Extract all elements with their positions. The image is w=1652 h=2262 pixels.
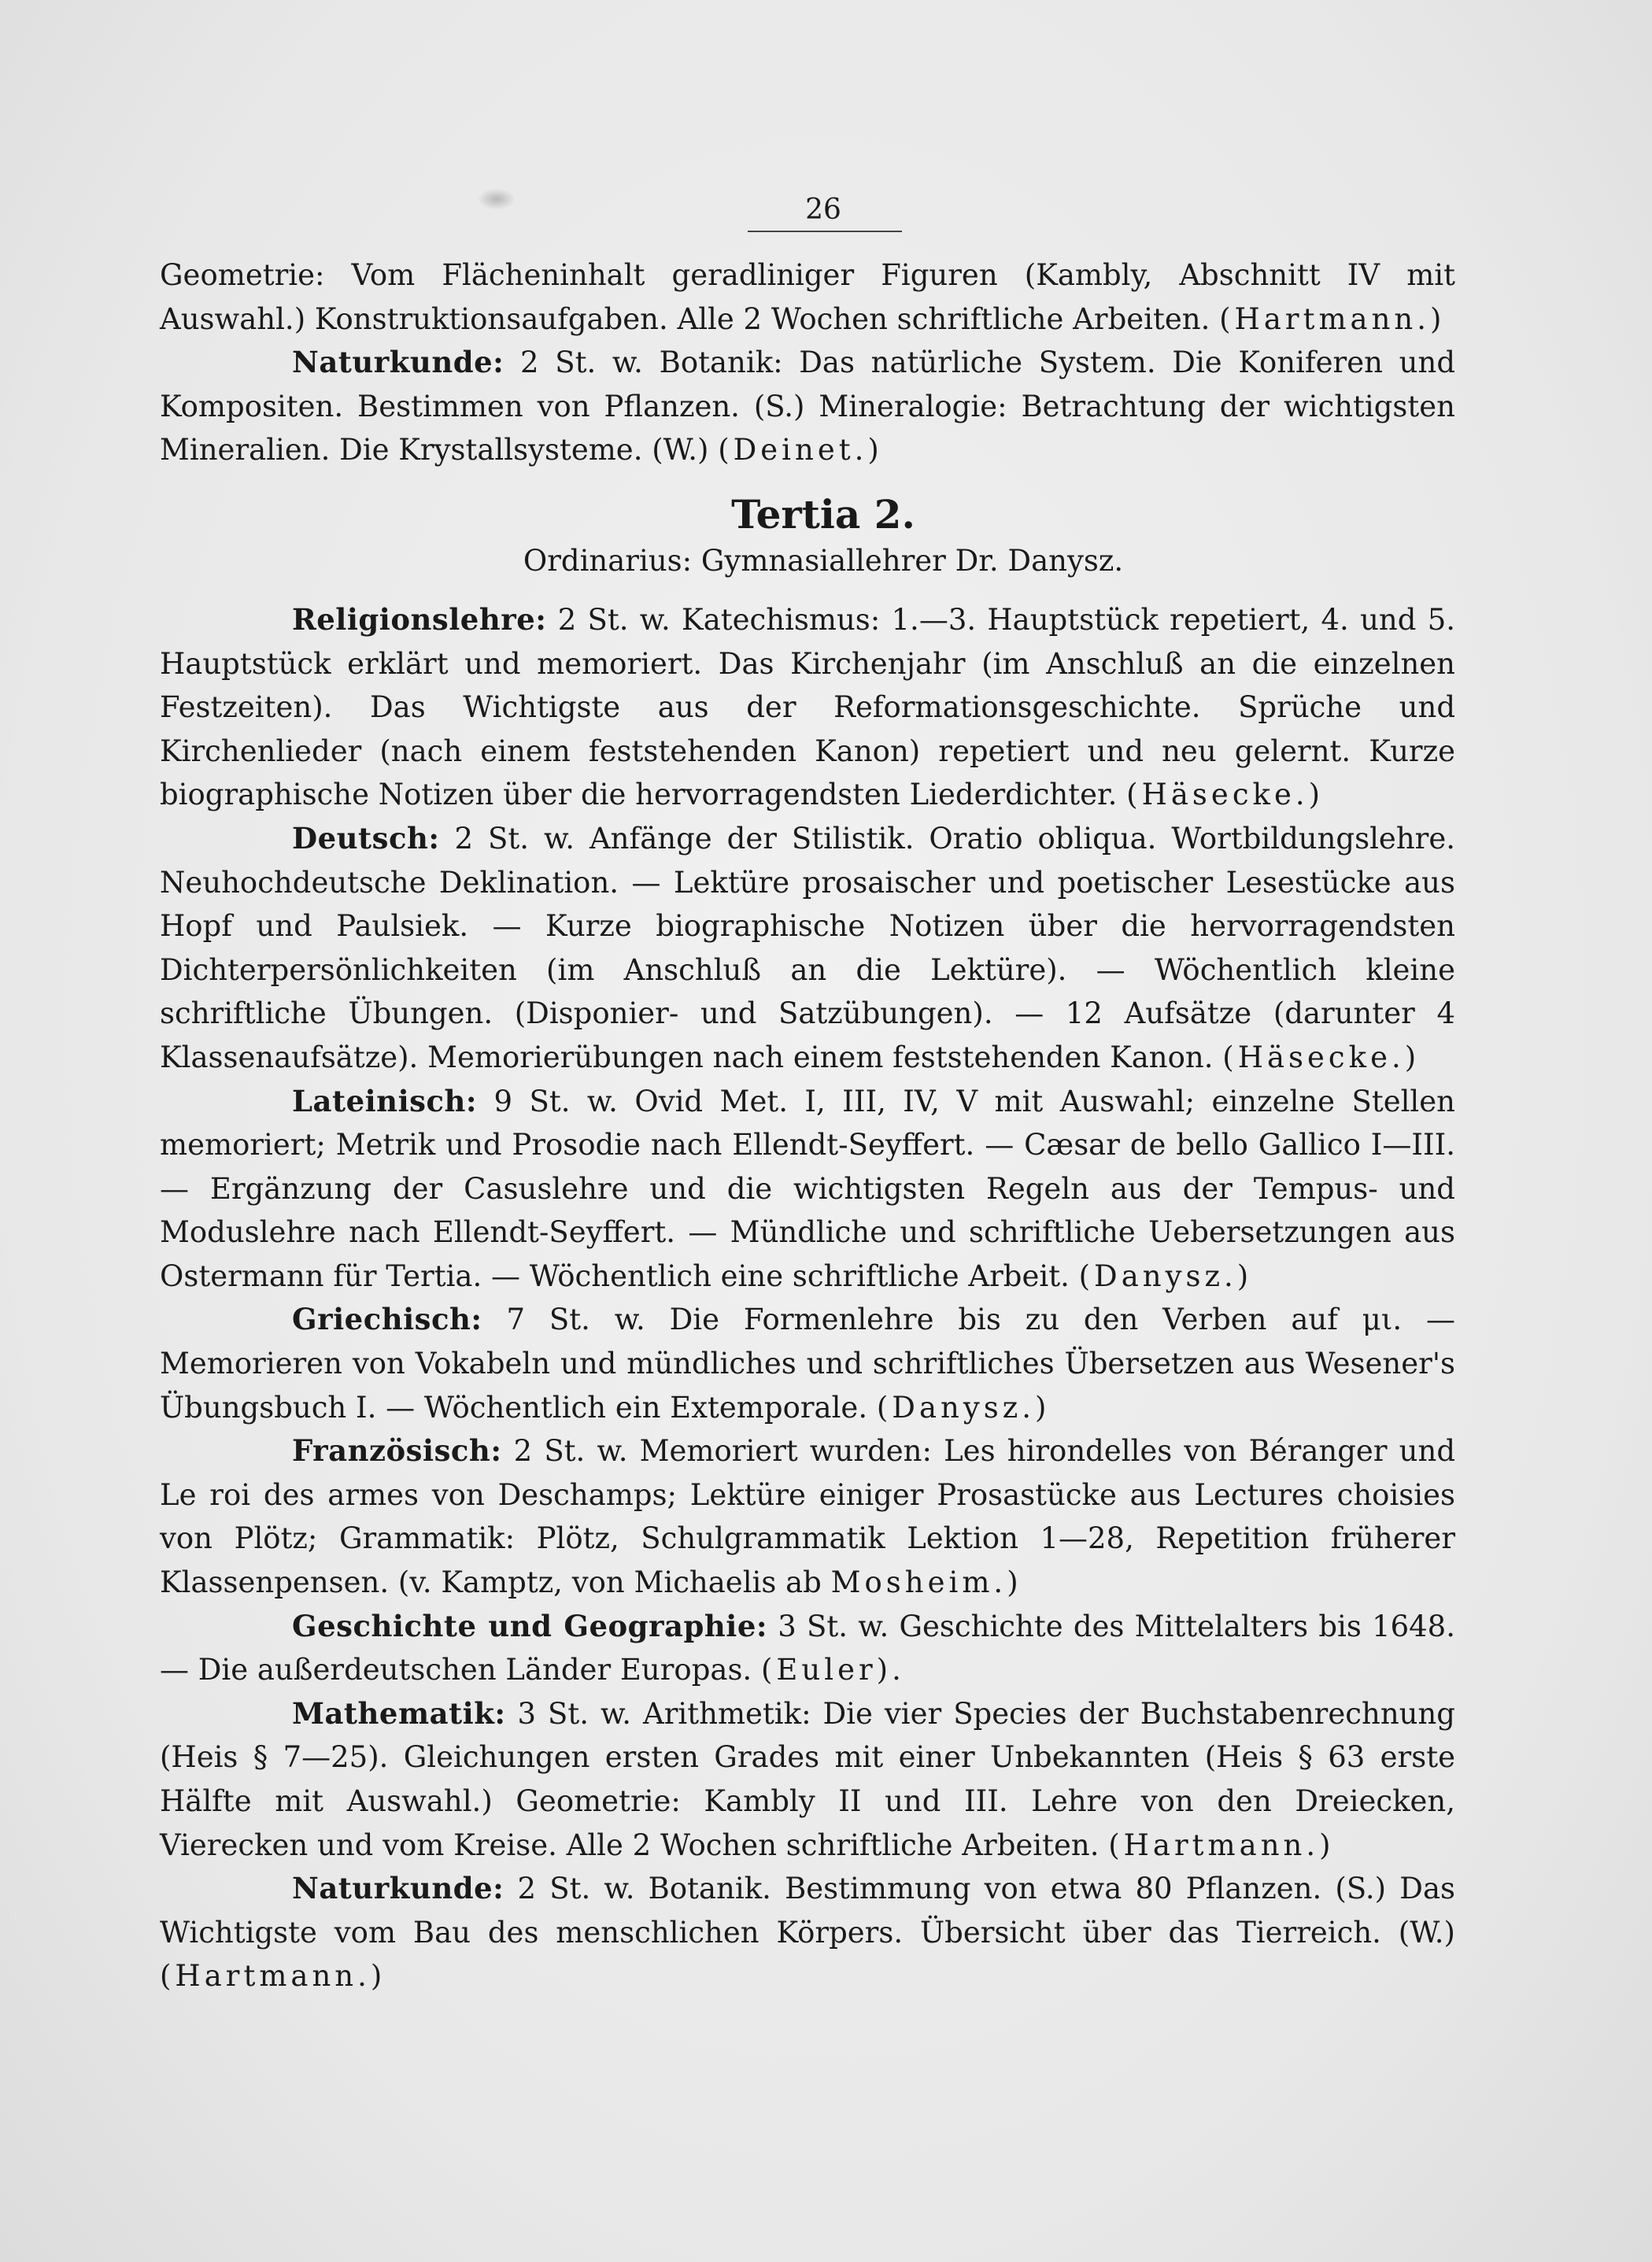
subject-heading: Religionslehre: <box>292 601 547 637</box>
teacher-name: (Danysz.) <box>1078 1259 1253 1293</box>
paragraph-text: 2 St. w. Anfänge der Stilistik. Oratio obliqua. Wortbildungslehre. Neuhochdeutsche Deklination. — Lektüre prosaischer und poetischer Lesestücke aus Hopf und Paulsiek. — Kurze biographische Notizen über die hervorragendsten Dichterpersönlichkeiten (im Anschluß an die Lektüre). — Wöchentlich kleine schriftliche Übungen. (Disponier- und Satzübungen). — 12 Aufsätze (darunter 4 Klassenaufsätze). Memorierübungen nach einem feststehenden Kanon. <box>160 821 1455 1074</box>
subject-heading: Lateinisch: <box>292 1083 478 1118</box>
paragraph-geschichte-geographie <box>160 1605 1455 1692</box>
ordinarius-line: Ordinarius: Gymnasiallehrer Dr. Danysz. <box>523 543 1124 578</box>
paragraph-naturkunde-intro <box>160 341 1455 472</box>
subject-heading: Griechisch: <box>292 1302 482 1337</box>
paragraph-text: 9 St. w. Ovid Met. I, III, IV, V mit Auswahl; einzelne Stellen memoriert; Metrik und Prosodie nach Ellendt-Seyffert. — Cæsar de bello Gallico I—III. — Ergänzung der Casuslehre und die wichtigsten Regeln aus der Tempus- und Moduslehre nach Ellendt-Seyffert. — Mündliche und schriftliche Uebersetzungen aus Ostermann für Tertia. — Wöchentlich eine schriftliche Arbeit. <box>160 1084 1455 1293</box>
paragraph-religionslehre <box>160 598 1455 817</box>
subject-heading: Naturkunde: <box>292 1871 504 1906</box>
paragraph-text: 2 St. w. Botanik. Bestimmung von etwa 80 Pflanzen. (S.) Das Wichtigste vom Bau des menschlichen Körpers. Übersicht über das Tierreich. (W.) <box>160 1872 1455 1950</box>
teacher-name: (Euler). <box>760 1653 905 1687</box>
paragraph-text: 3 St. w. Geschichte des Mittelalters bis 1648. — Die außerdeutschen Länder Europas. <box>160 1609 1455 1687</box>
paragraph-franzoesisch <box>160 1429 1455 1604</box>
teacher-name: (Deinet.) <box>718 433 883 468</box>
subject-heading: Geschichte und Geographie: <box>292 1608 768 1643</box>
subject-heading: Naturkunde: <box>292 345 504 380</box>
teacher-name: (Hartmann.) <box>1219 301 1446 336</box>
teacher-name: (Danysz.) <box>876 1390 1051 1425</box>
paragraph-text: Geometrie: Vom Flächeninhalt geradliniger Figuren (Kambly, Abschnitt IV mit Auswahl.) Konstruktionsaufgaben. Alle 2 Wochen schriftliche Arbeiten. <box>160 258 1455 336</box>
subject-heading: Französisch: <box>292 1433 502 1469</box>
page-number-rule <box>748 231 902 232</box>
teacher-name: (Hartmann.) <box>160 1959 386 1994</box>
page-body <box>160 253 1455 1998</box>
paragraph-text: 3 St. w. Arithmetik: Die vier Species der Buchstabenrechnung (Heis § 7—25). Gleichungen ersten Grades mit einer Unbekannten (Heis § 63 erste Hälfte mit Auswahl.) Geometrie: Kambly II und III. Lehre von den Dreiecken, Vierecken und vom Kreise. Alle 2 Wochen schriftliche Arbeiten. <box>160 1696 1455 1862</box>
paragraph-geometrie <box>160 253 1455 341</box>
paragraph-text: 2 St. w. Botanik: Das natürliche System. Die Koniferen und Kompositen. Bestimmen von Pflanzen. (S.) Mineralogie: Betrachtung der wichtigsten Mineralien. Die Krystallsysteme. (W.) <box>160 346 1456 468</box>
teacher-name: (Hartmann.) <box>1108 1828 1335 1862</box>
paragraph-mathematik <box>160 1692 1455 1867</box>
section-title: Tertia 2. <box>731 490 915 538</box>
paragraph-deutsch <box>160 817 1455 1080</box>
paragraph-text: 2 St. w. Memoriert wurden: Les hirondelles von Béranger und Le roi des armes von Deschamps; Lektüre einiger Prosastücke aus Lectures choisies von Plötz; Grammatik: Plötz, Schulgrammatik Lektion 1—28, Repetition früherer Klassenpensen. (v. Kamptz, von Michaelis ab <box>160 1434 1456 1600</box>
paragraph-naturkunde <box>160 1867 1455 1998</box>
paragraph-text: 2 St. w. Katechismus: 1.—3. Hauptstück repetiert, 4. und 5. Hauptstück erklärt und memoriert. Das Kirchenjahr (im Anschluß an die einzelnen Festzeiten). Das Wichtigste aus der Reformationsgeschichte. Sprüche und Kirchenlieder (nach einem feststehenden Kanon) repetiert und neu gelernt. Kurze biographische Notizen über die hervorragendsten Liederdichter. <box>160 602 1455 812</box>
ink-smudge <box>479 189 515 209</box>
teacher-name: Mosheim.) <box>830 1565 1022 1600</box>
subject-heading: Mathematik: <box>292 1695 506 1731</box>
page-number: 26 <box>805 194 841 226</box>
subject-heading: Deutsch: <box>292 820 440 856</box>
paragraph-text: 7 St. w. Die Formenlehre bis zu den Verben auf μι. — Memorieren von Vokabeln und mündliches und schriftliches Übersetzen aus Wesener's Übungsbuch I. — Wöchentlich ein Extemporale. <box>160 1303 1455 1425</box>
teacher-name: (Häsecke.) <box>1126 778 1325 812</box>
teacher-name: (Häsecke.) <box>1222 1040 1421 1074</box>
paragraph-lateinisch <box>160 1080 1455 1299</box>
paragraph-griechisch <box>160 1298 1455 1429</box>
